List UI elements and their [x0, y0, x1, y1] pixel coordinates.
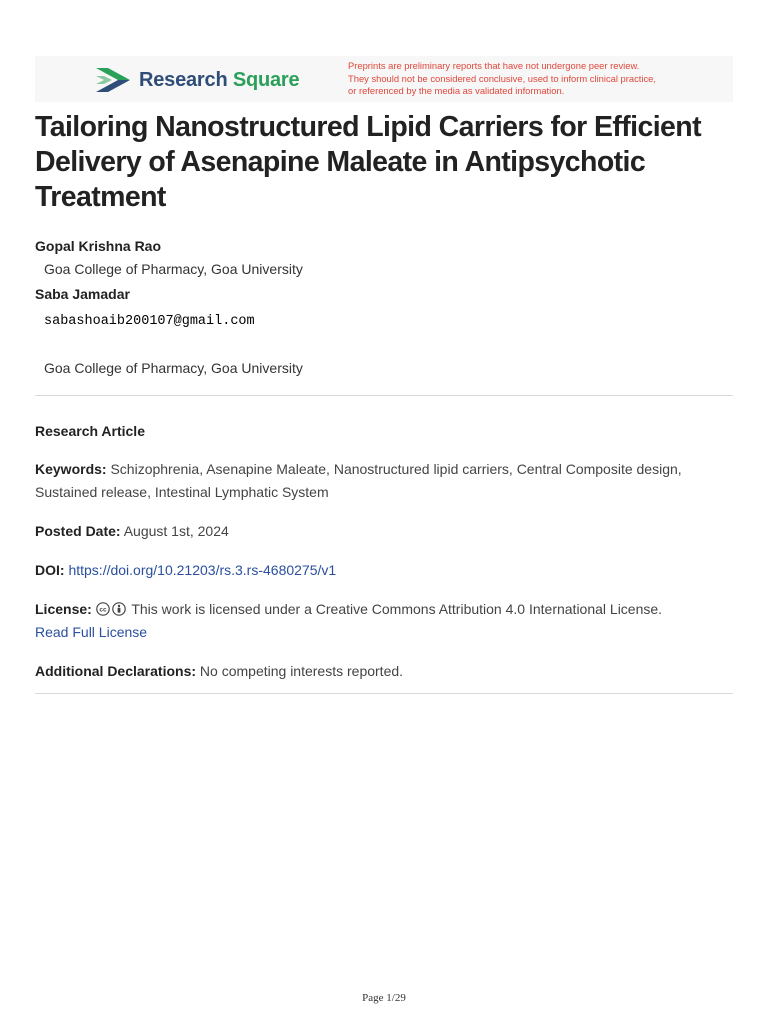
disclaimer-line: or referenced by the media as validated information.	[348, 85, 565, 97]
research-square-logo[interactable]	[94, 64, 299, 96]
author-email[interactable]: sabashoaib200107@gmail.com	[44, 314, 255, 329]
posted-date-label: Posted Date:	[35, 523, 121, 539]
disclaimer-line: Preprints are preliminary reports that have not undergone peer review.	[348, 60, 640, 71]
keywords-value: Schizophrenia, Asenapine Maleate, Nanostructured lipid carriers, Central Composite design, Sustained release, Intestinal Lymphatic System	[35, 461, 682, 500]
research-square-logo-icon	[94, 64, 132, 96]
page-number: Page 1/29	[362, 992, 406, 1004]
read-full-license-link[interactable]: Read Full License	[35, 624, 148, 640]
author-name[interactable]: Saba Jamadar	[35, 286, 130, 302]
keywords-label: Keywords:	[35, 461, 107, 477]
author-affiliation: Goa College of Pharmacy, Goa University	[44, 360, 303, 376]
author-name[interactable]: Gopal Krishna Rao	[35, 238, 162, 254]
license-text: This work is licensed under a Creative Commons Attribution 4.0 International License.	[131, 601, 663, 617]
declarations-value: No competing interests reported.	[199, 663, 404, 679]
cc-icon	[96, 602, 110, 616]
additional-declarations	[35, 660, 733, 683]
section-divider	[35, 693, 733, 694]
doi	[35, 559, 733, 582]
paper-title: Tailoring Nanostructured Lipid Carriers for Efficient Delivery of Asenapine Maleate in Antipsychotic Treatment	[35, 111, 702, 213]
disclaimer-line: They should not be considered conclusive, used to inform clinical practice,	[348, 72, 656, 84]
declarations-label: Additional Declarations:	[35, 663, 197, 679]
posted-date-value: August 1st, 2024	[123, 523, 229, 539]
doi-label: DOI:	[35, 562, 65, 578]
preprint-disclaimer	[348, 60, 728, 98]
svg-text:cc: cc	[99, 606, 107, 614]
article-type: Research Article	[35, 423, 145, 439]
brand-name: Research Square	[139, 68, 300, 91]
doi-link[interactable]: https://doi.org/10.21203/rs.3.rs-4680275/v1	[68, 562, 337, 578]
section-divider	[35, 395, 733, 396]
keywords	[35, 458, 733, 504]
license-label: License:	[35, 601, 92, 617]
attribution-icon	[112, 602, 126, 616]
license	[35, 598, 733, 644]
posted-date	[35, 520, 733, 543]
author-affiliation: Goa College of Pharmacy, Goa University	[44, 261, 303, 277]
